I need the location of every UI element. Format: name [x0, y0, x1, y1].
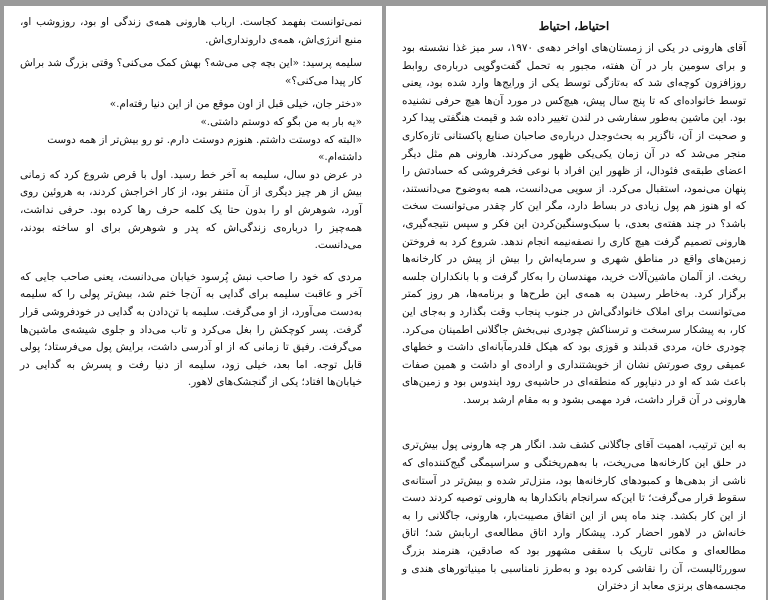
- left-paragraph-3: در عرض دو سال، سلیمه به آخر خط رسید. اول با قرص شروع کرد که زمانی بیش از هر چیز دیگری از آن متنفر بود، از کار اخراجش کردند، به هروئین روی آورد، شوهرش او را بدون حتا یک کلمه حرف رها کرده بود. حرفی نداشت، همه‌چیز را درباره‌ی زندگی‌اش که پدر و شوهرش برای او ساخته بودند، می‌دانست.: [20, 168, 362, 252]
- right-page: [386, 6, 766, 600]
- left-page: [4, 6, 382, 600]
- left-quote-2: «یه بار به من بگو که دوستم داشتی.»: [200, 115, 362, 128]
- left-quote-3: «البته که دوستت داشتم. هنوزم دوستت دارم. تو رو بیش‌تر از همه دوست داشته‌ام.»: [47, 133, 362, 164]
- chapter-title: احتیاط، احتیاط: [538, 19, 610, 33]
- left-quote-1: «دختر جان، خیلی قبل از اون موقع من از این دنیا رفته‌ام.»: [109, 98, 362, 111]
- left-paragraph-2: سلیمه پرسید: «این بچه چی می‌شه؟ بهش کمک می‌کنی؟ وقتی بزرگ شد براش کار پیدا می‌کنی؟»: [20, 57, 362, 87]
- left-paragraph-4: مردی که خود را صاحب نبش پُرسود خیابان می‌دانست، یعنی صاحب جایی که آخر و عاقبت سلیمه برای گدایی به آن‌جا ختم شد، بیش‌تر پولی را که سلیمه به‌دست می‌آورد، از او می‌گرفت. سلیمه با تن‌دادن به گدایی در خودفروشی قرار گرفت. پسر کوچکش را بغل می‌کرد و تاب می‌داد و جلوی شیشه‌ی ماشین‌ها می‌گرفت. رفیق تا زمانی که از او آدرسی داشت، برایش پول می‌فرستاد؛ پولی قابل توجه. اما بعد، خیلی زود، سلیمه از دنیا رفت و پسرش به گدایی در خیابان‌ها افتاد؛ یکی از گنجشک‌های لاهور.: [20, 270, 362, 389]
- right-paragraph-1: آقای هارونی در یکی از زمستان‌های اواخر دهه‌ی ۱۹۷۰، سر میز غذا نشسته بود و برای سومین بار در آن هفته، مجبور به تحمل گفت‌وگویی درباره‌ی روابط روزافزون کوچه‌ای شد که به‌تازگی توسط یکی از ورایج‌ها وارد شده بود، یعنی توسط خانواده‌ای که تا پنج سال پیش، هیچ‌کس در مورد آن‌ها هیچ حرفی نشنیده بود. این ماشین به‌طور سفارشی در لندن تغییر داده شد و قیمت هنگفتی پیدا کرد و صحبت از آن، ناگزیر به بحث‌وجدل درباره‌ی صاحبان صنایع پاکستانی تازه‌کاری منجر می‌شد که در آن زمان یکی‌یکی ظهور می‌کردند. هارونی هم مثل دیگر اعضای طبقه‌ی فئودال، از ظهور این افراد با نوعی فخرفروشی که حسادتش را پنهان می‌نمود، استقبال می‌کرد. از سویی می‌دانست، همه به‌وضوح می‌دانستند، که او هنوز هم پول زیادی در بساط دارد، مگر این کار چقدر می‌توانست سخت باشد؟ در چند هفته‌ی بعدی، با سبک‌وسنگین‌کردن این فکر و سپس نتیجه‌گیری، هارونی تصمیم گرفت هیچ کاری را نصفه‌نیمه انجام ندهد. شروع کرد به فروختن زمین‌های واقع در مناطق شهری و سرمایه‌اش را بیش از پیش در کارخانه‌ها ریخت. از آلمان ماشین‌آلات خرید، مهندسان را به‌کار گرفت و با بانکداران جلسه برگزار کرد. به‌خاطر رسیدن به همه‌ی این طرح‌ها و برنامه‌ها، هر روز کمتر می‌توانست برای املاک خانوادگی‌اش در جنوب پنجاب وقت بگذارد و به‌جای این کار، به پیشکار سرسخت و ترسناکش چودری نبی‌بخش جاگلانی اطمینان می‌کرد. چودری خان، مردی قدبلند و قوزی بود که هیکل قلدرمآبانه‌ای داشت و خطهای عمیقی روی صورتش نشان از خویشتنداری و اراده‌ی او داشت و همین صفات باعث شد که او در دنیاپور که منطقه‌ای در حاشیه‌ی رود ایندوس بود و زمین‌های هارونی در آن قرار داشت، فرد مهمی بشود و به مقام ارشد برسد.: [402, 42, 746, 406]
- left-paragraph-1: نمی‌توانست بفهمد کجاست. ارباب هارونی همه‌ی زندگی او بود، روزوشب او، منبع انرژی‌اش، همه‌ی دارونداری‌اش.: [20, 16, 362, 46]
- right-paragraph-2: به این ترتیب، اهمیت آقای جاگلانی کشف شد. انگار هر چه هارونی پول بیش‌تری در حلق این کارخانه‌ها می‌ریخت، با به‌هم‌ریختگی و سراسیمگی گیج‌کننده‌ای که ناشی از بدهی‌ها و کمبودهای کارخانه‌ها بود، منزل‌تر شده و بیش‌تر در آستانه‌ی سقوط قرار می‌گرفت؛ تا این‌که سرانجام بانکدارها به هارونی توصیه کردند دست از این کار بکشد. چند ماه پس از این اتفاق مصیبت‌بار، هارونی، جاگلانی را به خانه‌اش در لاهور احضار کرد. پیشکار وارد اتاق مطالعه‌ی اربابش شد؛ اتاق مطالعه‌ای و مکانی تاریک با سقفی مشهور بود که صادقین، هنرمند بزرگ سوررئالیست، آن را نقاشی کرده بود و به‌طرز نامناسبی با مینیاتورهای هندی و مجسمه‌های برنزی معابد از دختران: [402, 439, 746, 593]
